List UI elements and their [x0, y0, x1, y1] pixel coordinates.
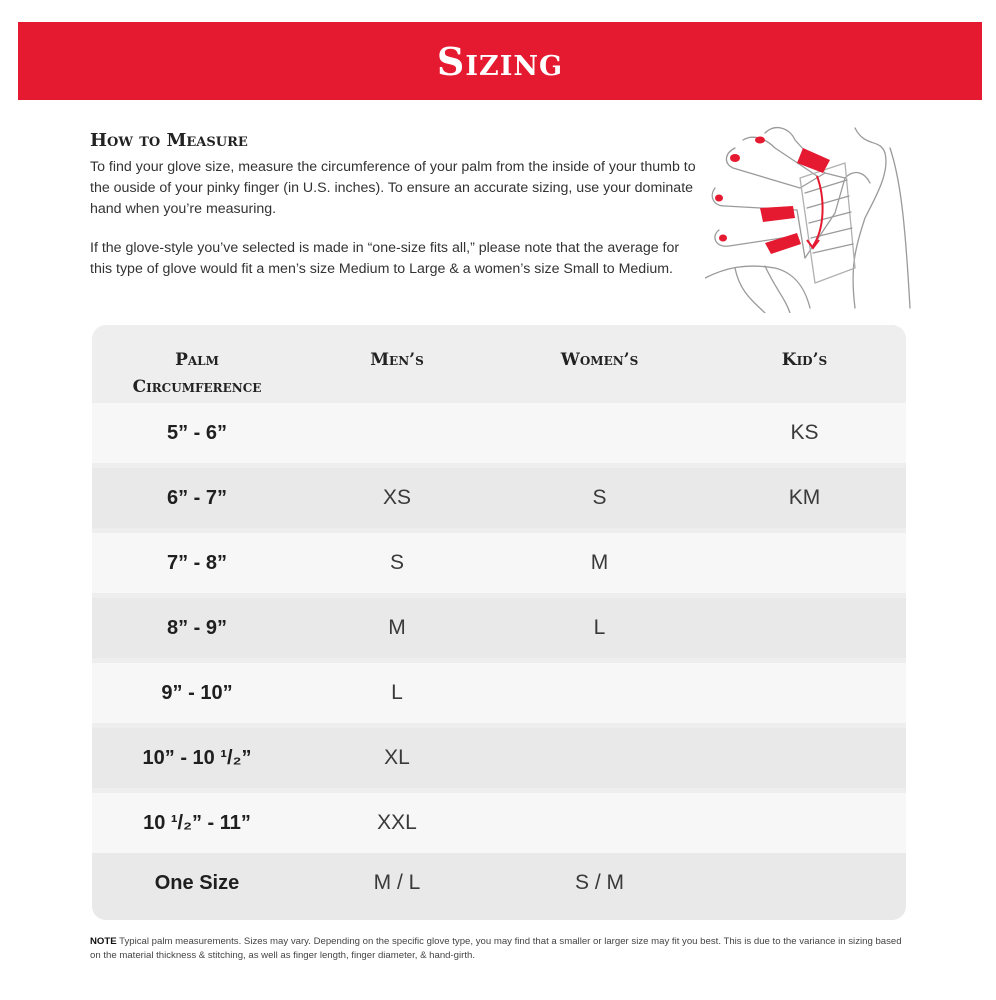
footnote: [90, 935, 910, 963]
table-row: [92, 728, 906, 788]
womens-cell: L: [593, 616, 606, 639]
kids-cell: KS: [790, 421, 819, 444]
womens-cell: M: [590, 551, 609, 574]
palm-cell: One Size: [154, 871, 240, 894]
womens-cell: S: [592, 486, 607, 509]
palm-cell: 8” - 9”: [166, 616, 228, 639]
table-row: [92, 598, 906, 658]
palm-cell: 6” - 7”: [166, 486, 228, 509]
table-row: [92, 663, 906, 723]
table-row: [92, 853, 906, 920]
page-title: Sizing: [436, 38, 564, 84]
womens-cell: [497, 728, 702, 788]
mens-cell: M / L: [373, 871, 421, 894]
womens-cell: [497, 663, 702, 723]
kids-cell: [702, 533, 906, 593]
womens-cell: [497, 403, 702, 463]
header-palm-line1: Palm: [175, 350, 219, 370]
how-to-measure-heading: How to Measure: [90, 130, 248, 151]
mens-cell: M: [388, 616, 406, 639]
header-palm-line2: Circumference: [132, 377, 262, 397]
size-chart-table: [92, 325, 906, 920]
kids-cell: [702, 598, 906, 658]
mens-cell: L: [391, 681, 403, 704]
table-row: [92, 403, 906, 463]
header-palm: [92, 347, 302, 401]
womens-cell: S / M: [574, 871, 624, 894]
how-to-measure-section: [90, 130, 700, 298]
sizing-banner: [18, 22, 982, 100]
kids-cell: [702, 728, 906, 788]
mens-cell: [297, 403, 497, 463]
measure-instructions: To find your glove size, measure the circumference of your palm from the inside of your thumb to the ouside of your pinky finger (in U.S. inches). To ensure an accurate sizing, use your dominate hand when you’re measuring.: [90, 159, 696, 217]
kids-cell: [702, 853, 906, 913]
hand-measuring-icon: [705, 118, 915, 313]
kids-cell: [702, 793, 906, 853]
table-header: [92, 325, 906, 403]
womens-cell: [497, 793, 702, 853]
palm-cell: 10 ¹/₂” - 11”: [143, 811, 251, 834]
mens-cell: XL: [384, 746, 410, 769]
kids-cell: KM: [788, 486, 821, 509]
table-row: [92, 468, 906, 528]
mens-cell: XS: [382, 486, 411, 509]
note-label: NOTE: [90, 936, 117, 947]
palm-cell: 5” - 6”: [166, 421, 228, 444]
header-kids: Kid’s: [781, 350, 828, 370]
note-text: Typical palm measurements. Sizes may vary. Depending on the specific glove type, you may find that a smaller or larger size may fit you best. This is due to the variance in sizing based on the material thickness & stitching, as well as finger length, finger diameter, & hand-girth.: [90, 936, 902, 961]
one-size-note: If the glove-style you’ve selected is made in “one-size fits all,” please note that the average for this type of glove would fit a men’s size Medium to Large & a women’s size Small to Medium.: [90, 240, 680, 277]
palm-cell: 9” - 10”: [161, 681, 233, 704]
palm-cell: 7” - 8”: [166, 551, 228, 574]
table-row: [92, 533, 906, 593]
table-row: [92, 793, 906, 853]
mens-cell: XXL: [377, 811, 417, 834]
kids-cell: [702, 663, 906, 723]
mens-cell: S: [389, 551, 404, 574]
palm-cell: 10” - 10 ¹/₂”: [142, 746, 252, 769]
header-womens: Women’s: [560, 350, 639, 370]
header-mens: Men’s: [370, 350, 424, 370]
